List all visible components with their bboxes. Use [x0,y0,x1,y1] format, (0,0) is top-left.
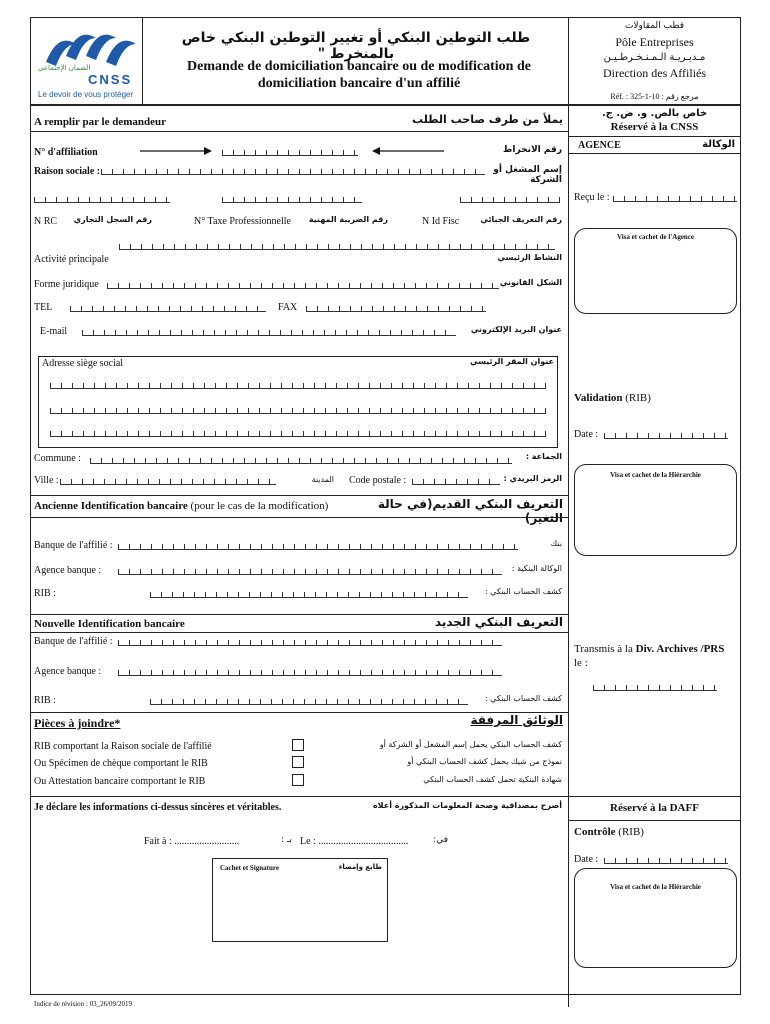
ville-label-ar: المدينة [311,475,334,484]
nouvelle-banque-field[interactable] [118,637,502,646]
nouvelle-title-ar: التعريف البنكي الجديد [434,615,563,629]
ancienne-rib-label-fr: RIB : [34,588,56,599]
taxe-label-ar: رقم الضريبة المهنية [308,215,388,224]
footer-indice: Indice de révision : 03_26/09/2019 [34,1000,132,1008]
nouvelle-rib-label-fr: RIB : [34,695,56,706]
piece-2-fr: Ou Spécimen de chèque comportant le RIB [34,758,208,769]
fax-label: FAX [278,302,298,313]
commune-label-ar: الجماعة : [525,452,562,461]
ancienne-agence-label-fr: Agence banque : [34,565,102,576]
activite-field[interactable] [119,241,555,250]
reserve-cnss-fr: Réservé à la CNSS [610,121,699,133]
nrc-label-fr: N RC [34,216,58,227]
arrow-left-icon [372,146,444,159]
activite-label-fr: Activité principale [34,254,109,265]
piece-1-checkbox[interactable] [292,739,304,751]
direction-fr: Direction des Affiliés [602,66,707,80]
ville-label-fr: Ville : [34,475,59,486]
reserve-daff: Réservé à la DAFF [610,802,699,814]
tel-label: TEL [34,302,53,313]
codepostal-label-fr: Code postale : [349,475,407,486]
nouvelle-agence-field[interactable] [118,667,502,676]
ref-label: Réf. : 325-1-10 : مرجع رقم [610,92,699,101]
recu-le-field[interactable] [613,193,737,202]
ancienne-banque-label-fr: Banque de l'affilié : [34,540,113,551]
ancienne-banque-field[interactable] [118,541,518,550]
recu-le-label: Reçu le : [574,192,610,203]
controle-date-field[interactable] [604,855,728,864]
visa-agence-label: Visa et cachet de l'Agence [616,233,695,241]
taxe-field[interactable] [222,194,362,203]
piece-2-checkbox[interactable] [292,756,304,768]
cnss-logo [36,22,140,102]
agence-label-fr: AGENCE [578,140,621,151]
nouvelle-rib-label-ar: كشف الحساب البنكي : [484,694,562,703]
validation-date-label: Date : [574,429,599,440]
taxe-label-fr: N° Taxe Professionnelle [194,216,291,227]
pieces-title-fr: Pièces à joindre* [34,716,121,730]
fait-label[interactable]: Fait à : .......................... [144,836,240,847]
logo-text-ar: الضمان الإجتماعي [38,64,91,72]
nouvelle-rib-field[interactable] [150,696,468,705]
reserve-cnss-ar: خاص بالص. و. ض. ج. [601,108,708,119]
demandeur-title-fr: A remplir par le demandeur [34,116,166,128]
piece-3-checkbox[interactable] [292,774,304,786]
adresse-line-2[interactable] [50,405,546,414]
ancienne-title-ar: التعريف البنكي القديم(في حالة التغير) [377,497,563,525]
affiliation-label-fr: N° d'affiliation [34,147,98,158]
email-field[interactable] [82,327,456,336]
adresse-label-fr: Adresse siège social [42,358,124,369]
transmis-date-field[interactable] [593,682,717,691]
nrc-field[interactable] [34,194,170,203]
ancienne-agence-label-ar: الوكالة البنكية : [511,564,562,573]
validation-label: Validation (RIB) [574,392,651,404]
piece-1-fr: RIB comportant la Raison sociale de l'affilié [34,741,212,752]
nouvelle-banque-label-fr: Banque de l'affilié : [34,636,113,647]
commune-label-fr: Commune : [34,453,81,464]
ancienne-rib-field[interactable] [150,589,468,598]
piece-1-ar: كشف الحساب البنكي يحمل إسم المشغل أو الشركة أو [379,740,562,749]
logo-text-lat: CNSS [88,72,133,87]
page-title-fr: Demande de domiciliation bancaire ou de modification de domiciliation bancaire d'un affilié [187,59,531,91]
ancienne-rib-label-ar: كشف الحساب البنكي : [484,587,562,596]
declaration-fr: Je déclare les informations ci-dessus sincères et véritables. [34,802,282,813]
transmis-label: Transmis à la Div. Archives /PRS le : [574,643,725,669]
ancienne-title-fr: Ancienne Identification bancaire (pour le cas de la modification) [34,500,329,512]
idfisc-field[interactable] [460,194,560,203]
pole-fr: Pôle Entreprises [615,35,694,49]
activite-label-ar: النشاط الرئيسي [497,253,562,262]
commune-field[interactable] [90,455,512,464]
email-label-fr: E-mail [40,326,68,337]
raison-label-fr: Raison sociale : [34,166,101,177]
agence-label-ar: الوكالة [702,139,735,150]
tel-field[interactable] [70,303,266,312]
nouvelle-agence-label-fr: Agence banque : [34,666,102,677]
piece-3-fr: Ou Attestation bancaire comportant le RIB [34,776,206,787]
pole-ar: قطب المقاولات [624,21,685,31]
le-label[interactable]: Le : .................................... [300,836,409,847]
validation-date-field[interactable] [604,430,728,439]
page-title-ar: طلب التوطين البنكي أو تغيير التوطين البنكي خاص بالمنخرط " [181,30,531,62]
declaration-ar: أصرح بمصداقية وصحة المعلومات المذكورة أعلاه [372,801,562,810]
piece-2-ar: نموذج من شيك يحمل كشف الحساب البنكي أو [407,757,562,766]
forme-label-fr: Forme juridique [34,279,99,290]
direction-ar: مـديـريـة الـمـنـخـرطـيـن [603,52,706,63]
forme-label-ar: الشكل القانوني [499,278,562,287]
codepostal-field[interactable] [412,476,500,485]
affiliation-label-ar: رقم الانخراط [503,145,562,155]
raison-label-ar: إسم المشغل أو الشركة [493,165,562,185]
affiliation-field[interactable] [222,147,358,156]
le-label-ar: في: [433,835,448,845]
fait-label-ar: بـ : [280,835,292,845]
cachet-label-fr: Cachet et Signature [220,864,279,872]
visa-hierarchie-label: Visa et cachet de la Hiérarchie [610,471,701,479]
controle-date-label: Date : [574,854,599,865]
forme-field[interactable] [107,280,499,289]
fax-field[interactable] [306,303,486,312]
idfisc-label-ar: رقم التعريف الجبائي [480,215,562,224]
nrc-label-ar: رقم السجل التجاري [73,215,152,224]
adresse-line-1[interactable] [50,380,546,389]
arrow-right-icon [140,146,212,159]
ville-field[interactable] [60,476,276,485]
pieces-title-ar: الوثائق المرفقة [470,713,563,727]
raison-field[interactable] [101,166,485,175]
nouvelle-title-fr: Nouvelle Identification bancaire [34,618,185,630]
idfisc-label-fr: N Id Fisc [422,216,460,227]
logo-tagline: Le devoir de vous protéger [38,90,134,99]
codepostal-label-ar: الرمز البريدي : [503,474,562,483]
adresse-label-ar: عنوان المقر الرئيسي [470,357,554,366]
demandeur-title-ar: يملأ من طرف صاحب الطلب [412,113,563,126]
email-label-ar: عنوان البريد الإلكتروني [470,325,562,334]
controle-label: Contrôle (RIB) [574,826,644,838]
cachet-label-ar: طابع وإمضاء [338,863,382,871]
adresse-line-3[interactable] [50,428,546,437]
ancienne-agence-field[interactable] [118,566,502,575]
piece-3-ar: شهادة البنكية تحمل كشف الحساب البنكي [423,775,562,784]
ancienne-banque-label-ar: بنك [550,539,562,548]
visa-hierarchie2-label: Visa et cachet de la Hiérarchie [610,883,701,891]
